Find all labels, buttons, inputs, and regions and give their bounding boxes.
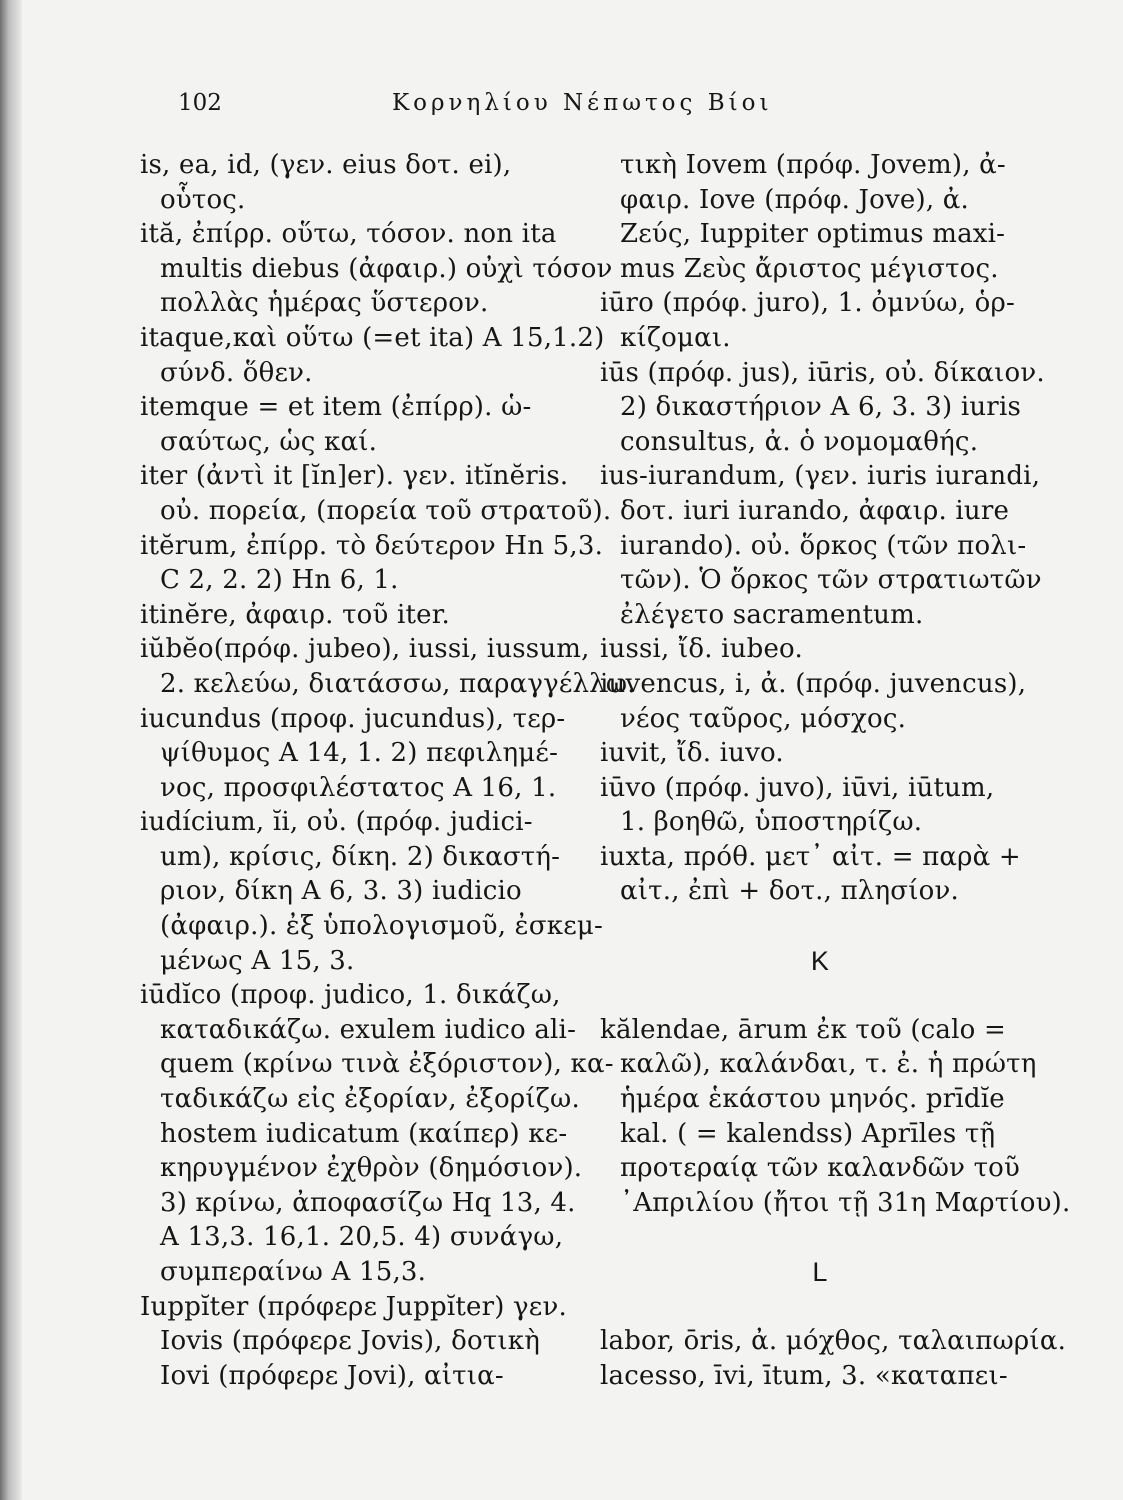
left-column xyxy=(140,148,636,1393)
dictionary-line: ἡμέρα ἑκάστου μηνός. prīdĭe xyxy=(620,1084,1005,1115)
dictionary-line: is, ea, id, (γεν. eius δοτ. ei), xyxy=(140,150,512,180)
dictionary-line: σαύτως, ὡς καί. xyxy=(160,426,378,457)
section-heading-l: L xyxy=(812,1257,828,1287)
dictionary-line: iŭbĕo(πρόφ. jubeo), iussi, iussum, xyxy=(140,634,590,665)
dictionary-line: iuxta, πρόθ. μετ᾽ αἰτ. = παρὰ + xyxy=(600,841,1021,872)
running-title: Κορνηλίου Νέπωτος Βίοι xyxy=(392,90,773,116)
dictionary-line: itĕrum, ἐπίρρ. τὸ δεύτερον Hn 5,3. xyxy=(140,530,604,561)
dictionary-line: καλῶ), καλάνδαι, τ. ἐ. ἡ πρώτη xyxy=(620,1049,1037,1080)
dictionary-line: φαιρ. Iove (πρόφ. Jove), ἀ. xyxy=(620,184,969,215)
dictionary-line: quem (κρίνω τινὰ ἐξόριστον), κα- xyxy=(160,1049,614,1080)
dictionary-line: um), κρίσις, δίκη. 2) δικαστή- xyxy=(160,841,561,872)
dictionary-line: προτεραίᾳ τῶν καλανδῶν τοῦ xyxy=(620,1153,1021,1184)
dictionary-line: labor, ōris, ἀ. μόχθος, ταλαιπωρία. xyxy=(600,1326,1067,1357)
dictionary-line: μένως Α 15, 3. xyxy=(160,945,355,976)
dictionary-line: mus Ζεὺς ἄριστος μέγιστος. xyxy=(620,253,999,284)
dictionary-line: iūs (πρόφ. jus), iūris, οὐ. δίκαιον. xyxy=(600,357,1045,388)
dictionary-line: τῶν). Ὁ ὅρκος τῶν στρατιωτῶν xyxy=(620,565,1042,596)
dictionary-line: iūro (πρόφ. juro), 1. ὀμνύω, ὁρ- xyxy=(600,288,1015,319)
dictionary-line: πολλὰς ἡμέρας ὕστερον. xyxy=(160,288,489,319)
dictionary-line: Iovis (πρόφερε Jovis), δοτικὴ xyxy=(160,1326,541,1357)
right-column xyxy=(600,148,1071,1393)
dictionary-line: iucundus (προφ. jucundus), τερ- xyxy=(140,703,566,734)
dictionary-line: consultus, ἀ. ὁ νομομαθής. xyxy=(620,426,979,457)
dictionary-line: iūvo (πρόφ. juvo), iūvi, iūtum, xyxy=(600,772,995,803)
dictionary-line: multis diebus (ἀφαιρ.) οὐχὶ τόσον xyxy=(160,253,613,284)
dictionary-line: Ζεύς, Iuppiter optimus maxi- xyxy=(620,219,1006,250)
dictionary-line: καταδικάζω. exulem iudico ali- xyxy=(160,1014,577,1045)
dictionary-line: C 2, 2. 2) Hn 6, 1. xyxy=(160,565,399,596)
dictionary-line: ᾽Απριλίου (ἤτοι τῇ 31η Μαρτίου). xyxy=(620,1187,1071,1218)
dictionary-line: 2. κελεύω, διατάσσω, παραγγέλλω. xyxy=(160,668,636,699)
section-gap xyxy=(600,909,1060,944)
dictionary-line: δοτ. iuri iurando, ἀφαιρ. iure xyxy=(620,495,1010,526)
dictionary-line: τικὴ Iovem (πρόφ. Jovem), ἀ- xyxy=(620,150,1006,180)
dictionary-line: ριον, δίκη Α 6, 3. 3) iudicio xyxy=(160,876,522,907)
dictionary-line: ἐλέγετο sacramentum. xyxy=(620,599,924,630)
dictionary-line: lacesso, īvi, ītum, 3. «καταπει- xyxy=(600,1360,1008,1391)
dictionary-line: iūdĭco (προφ. judico, 1. δικάζω, xyxy=(140,980,561,1011)
dictionary-line: iurando). οὐ. ὅρκος (τῶν πολι- xyxy=(620,530,1027,561)
page-edge-shadow xyxy=(0,0,22,1500)
dictionary-line: iudícium, ĭi, οὐ. (πρόφ. judici- xyxy=(140,807,533,838)
dictionary-line: Iuppĭter (πρόφερε Juppĭter) γεν. xyxy=(140,1291,567,1322)
dictionary-line: ius-iurandum, (γεν. iuris iurandi, xyxy=(600,461,1041,492)
page-header xyxy=(0,86,1123,126)
section-heading-k: K xyxy=(810,945,830,976)
page-number: 102 xyxy=(178,90,222,116)
dictionary-line: ψίθυμος Α 14, 1. 2) πεφιλημέ- xyxy=(160,738,559,769)
section-gap xyxy=(600,978,1060,1013)
dictionary-line: νος, προσφιλέστατος Α 16, 1. xyxy=(160,772,557,803)
dictionary-line: ταδικάζω εἰς ἐξορίαν, ἐξορίζω. xyxy=(160,1084,580,1115)
section-gap xyxy=(600,1290,1060,1325)
dictionary-line: οὐ. πορεία, (πορεία τοῦ στρατοῦ). xyxy=(160,495,612,526)
dictionary-line: hostem iudicatum (καίπερ) κε- xyxy=(160,1118,568,1149)
dictionary-line: iter (ἀντὶ it [ĭn]er). γεν. itĭnĕris. xyxy=(140,461,569,492)
dictionary-line: σύνδ. ὅθεν. xyxy=(160,357,313,388)
dictionary-line: itemque = et item (ἐπίρρ). ὡ- xyxy=(140,392,532,423)
dictionary-line: 3) κρίνω, ἀποφασίζω Hq 13, 4. xyxy=(160,1187,576,1218)
dictionary-line: οὗτος. xyxy=(160,184,246,215)
dictionary-line: iuvencus, i, ἀ. (πρόφ. juvencus), xyxy=(600,668,1027,699)
dictionary-line: κηρυγμένον ἐχθρὸν (δημόσιον). xyxy=(160,1153,583,1184)
dictionary-line: itaque,καὶ οὕτω (=et ita) Α 15,1.2) xyxy=(140,322,605,353)
dictionary-line: αἰτ., ἐπὶ + δοτ., πλησίον. xyxy=(620,876,959,907)
dictionary-line: 1. βοηθῶ, ὑποστηρίζω. xyxy=(620,807,923,838)
dictionary-line: iuvit, ἴδ. iuvo. xyxy=(600,738,784,769)
section-gap xyxy=(600,1220,1060,1255)
dictionary-line: (ἀφαιρ.). ἐξ ὑπολογισμοῦ, ἐσκεμ- xyxy=(160,911,603,942)
dictionary-line: νέος ταῦρος, μόσχος. xyxy=(620,703,907,734)
dictionary-line: Α 13,3. 16,1. 20,5. 4) συνάγω, xyxy=(160,1222,564,1253)
dictionary-line: συμπεραίνω Α 15,3. xyxy=(160,1257,427,1287)
dictionary-line: Iovi (πρόφερε Jovi), αἰτια- xyxy=(160,1360,504,1391)
dictionary-line: κίζομαι. xyxy=(620,322,731,353)
dictionary-line: iussi, ἴδ. iubeo. xyxy=(600,634,803,665)
dictionary-line: 2) δικαστήριον Α 6, 3. 3) iuris xyxy=(620,392,1021,423)
dictionary-line: itinĕre, ἀφαιρ. τοῦ iter. xyxy=(140,599,450,630)
dictionary-line: kal. ( = kalendss) Aprīles τῇ xyxy=(620,1118,996,1149)
dictionary-line: kălendae, ārum ἐκ τοῦ (calo = xyxy=(600,1014,1006,1045)
dictionary-line: ită, ἐπίρρ. οὕτω, τόσον. non ita xyxy=(140,219,557,250)
